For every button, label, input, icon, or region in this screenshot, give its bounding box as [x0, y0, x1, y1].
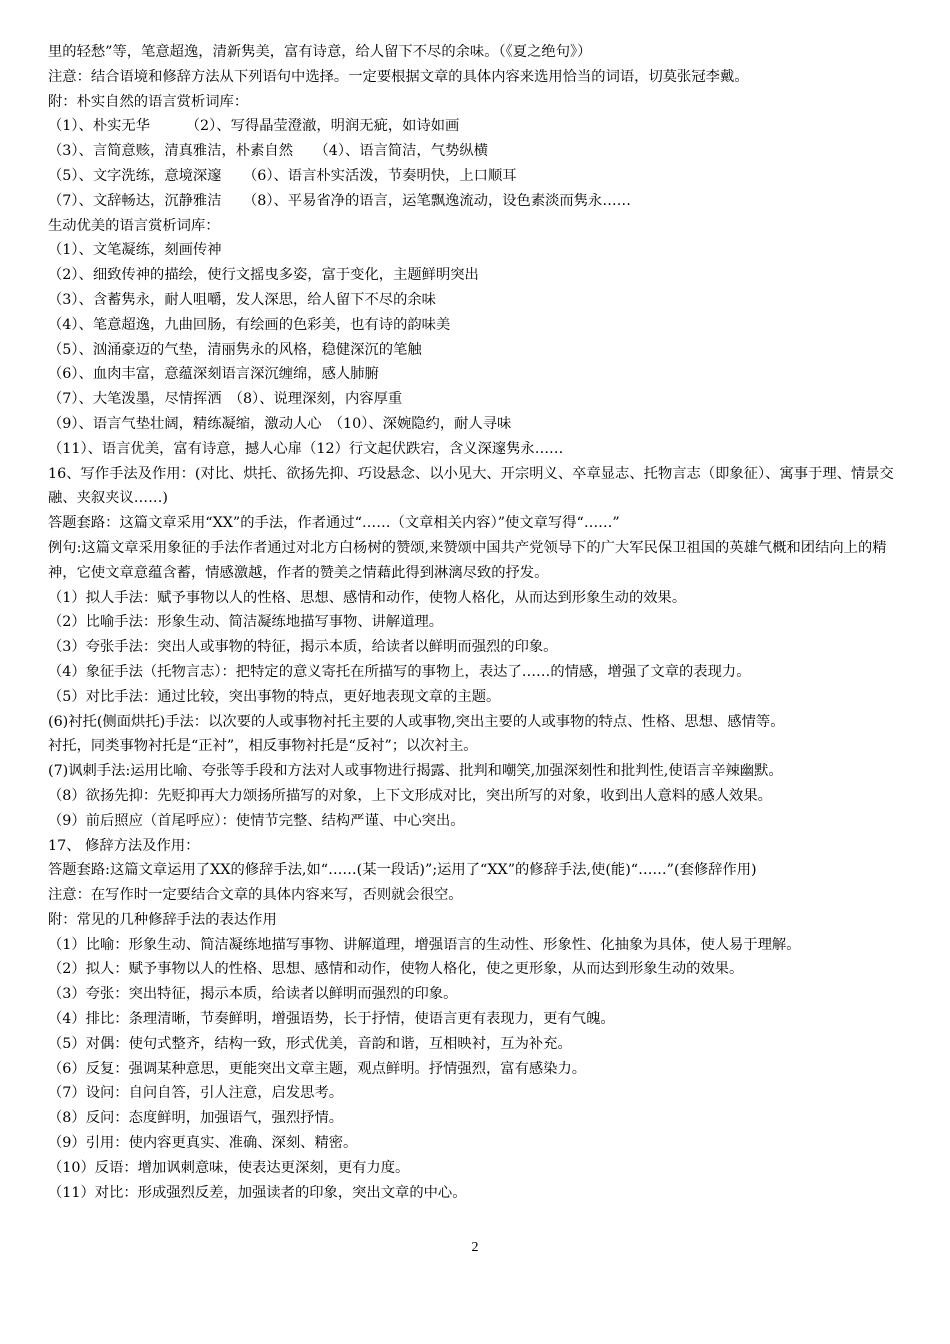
text-line: （4）、笔意超逸，九曲回肠，有绘画的色彩美，也有诗的韵味美: [48, 316, 451, 333]
text-line: （6）、血肉丰富，意蕴深刻语言深沉缠绵，感人肺腑: [48, 366, 379, 383]
text-line: （2）比喻手法：形象生动、简洁凝练地描写事物、讲解道理。: [48, 614, 444, 631]
text-line: （6）反复：强调某种意思，更能突出文章主题，观点鲜明。抒情强烈，富有感染力。: [48, 1060, 587, 1077]
document-body: [48, 40, 910, 1205]
text-line: （11）对比：形成强烈反差，加强读者的印象，突出文章的中心。: [48, 1184, 467, 1201]
text-line: 附：常见的几种修辞手法的表达作用: [48, 911, 277, 928]
text-line: （10）反语：增加讽刺意味，使表达更深刻，更有力度。: [48, 1159, 410, 1176]
section-heading-16: 16、写作手法及作用：(对比、烘托、欲扬先抑、巧设悬念、以小见大、开宗明义、卒章显志、托物言志（即象征）、寓事于理、情景交融、夹叙夹议……): [48, 465, 894, 507]
text-line: （5）、汹涌豪迈的气垫，清丽隽永的风格，稳健深沉的笔触: [48, 341, 422, 358]
page-number: 2: [471, 1240, 479, 1255]
section-heading-17: 17、 修辞方法及作用：: [48, 837, 200, 854]
text-line: 注意：在写作时一定要结合文章的具体内容来写，否则就会很空。: [48, 887, 463, 904]
text-line: （1）拟人手法：赋予事物以人的性格、思想、感情和动作，使物人格化，从而达到形象生动的效果。: [48, 589, 687, 606]
text-line: 附：朴实自然的语言赏析词库：: [48, 93, 249, 110]
text-paragraph: 答题套路:这篇文章运用了XX的修辞手法,如“……(某一段话)”;运用了“XX”的修辞手法,使(能)“……”(套修辞作用): [48, 862, 757, 879]
text-line: （3）、含蓄隽永，耐人咀嚼，发人深思，给人留下不尽的余味: [48, 291, 436, 308]
text-line: 注意：结合语境和修辞方法从下列语句中选择。一定要根据文章的具体内容来选用恰当的词语，切莫张冠李戴。: [48, 68, 749, 85]
text-line: （2）、细致传神的描绘，使行文摇曳多姿，富于变化，主题鲜明突出: [48, 267, 479, 284]
text-line: （3）、言简意赅，清真雅洁，朴素自然 （4）、语言简洁，气势纵横: [48, 143, 488, 160]
text-line: （1）、文笔凝练，刻画传神: [48, 242, 222, 259]
text-line: （7）、文辞畅达，沉静雅洁 （8）、平易省净的语言，运笔飘逸流动，设色素淡而隽永……: [48, 192, 631, 209]
text-line: （2）拟人：赋予事物以人的性格、思想、感情和动作，使物人格化，使之更形象，从而达到形象生动的效果。: [48, 961, 744, 978]
text-line: （11）、语言优美，富有诗意，撼人心扉（12）行文起伏跌宕，含义深邃隽永……: [48, 440, 564, 457]
text-line: （9）、语言气垫壮阔，精练凝缩，激动人心 （10）、深婉隐约，耐人寻味: [48, 415, 512, 432]
text-line: （1）、朴实无华 （2）、写得晶莹澄澈，明润无疵，如诗如画: [48, 118, 460, 135]
text-line: （3）夸张：突出特征，揭示本质，给读者以鲜明而强烈的印象。: [48, 986, 458, 1003]
text-line: 里的轻愁”等，笔意超逸，清新隽美，富有诗意，给人留下不尽的余味。（《夏之绝句》）: [48, 44, 592, 60]
text-line: 衬托，同类事物衬托是“正衬”，相反事物衬托是“反衬”；以次衬主。: [48, 738, 478, 755]
text-line: （3）夸张手法：突出人或事物的特征，揭示本质，给读者以鲜明而强烈的印象。: [48, 639, 558, 656]
text-line: （1）比喻：形象生动、简洁凝练地描写事物、讲解道理，增强语言的生动性、形象性、化抽象为具体，使人易于理解。: [48, 936, 801, 953]
text-line: （4）排比：条理清晰，节奏鲜明，增强语势，长于抒情，使语言更有表现力，更有气魄。: [48, 1011, 615, 1028]
text-line: （4）象征手法（托物言志）：把特定的意义寄托在所描写的事物上，表达了……的情感，增强了文章的表现力。: [48, 663, 751, 680]
text-line: （5）、文字洗练，意境深邃 （6）、语言朴实活泼，节奏明快，上口顺耳: [48, 167, 517, 184]
text-line: （9）前后照应（首尾呼应）：使情节完整、结构严谨、中心突出。: [48, 812, 465, 829]
text-line: （8）欲扬先抑：先贬抑再大力颂扬所描写的对象，上下文形成对比，突出所写的对象，收到出人意料的感人效果。: [48, 787, 772, 804]
text-line: 答题套路：这篇文章采用“XX”的手法，作者通过“……（文章相关内容）”使文章写得“……”: [48, 515, 620, 532]
text-line: （8）反问：态度鲜明，加强语气，强烈抒情。: [48, 1110, 344, 1127]
text-line: （5）对比手法：通过比较，突出事物的特点，更好地表现文章的主题。: [48, 688, 501, 705]
text-line: （5）对偶：使句式整齐，结构一致，形式优美，音韵和谐，互相映衬，互为补充。: [48, 1035, 572, 1052]
text-paragraph: 例句:这篇文章采用象征的手法作者通过对北方白杨树的赞颂,来赞颂中国共产党领导下的广大军民保卫祖国的英雄气概和团结向上的精神，它使文章意蕴含蓄，情感激越，作者的赞美之情藉此得到淋漓尽致的抒发。: [48, 539, 887, 581]
text-line: （9）引用：使内容更真实、准确、深刻、精密。: [48, 1135, 358, 1152]
text-line: （7）、大笔泼墨，尽情挥洒 （8）、说理深刻，内容厚重: [48, 391, 403, 408]
text-line: (7)讽刺手法:运用比喻、夸张等手段和方法对人或事物进行揭露、批判和嘲笑,加强深刻性和批判性,使语言辛辣幽默。: [48, 763, 783, 780]
text-line: 生动优美的语言赏析词库：: [48, 217, 220, 234]
text-line: （7）设问：自问自答，引人注意，启发思考。: [48, 1085, 344, 1102]
text-line: (6)衬托(侧面烘托)手法：以次要的人或事物衬托主要的人或事物,突出主要的人或事物的特点、性格、思想、感情等。: [48, 713, 785, 730]
